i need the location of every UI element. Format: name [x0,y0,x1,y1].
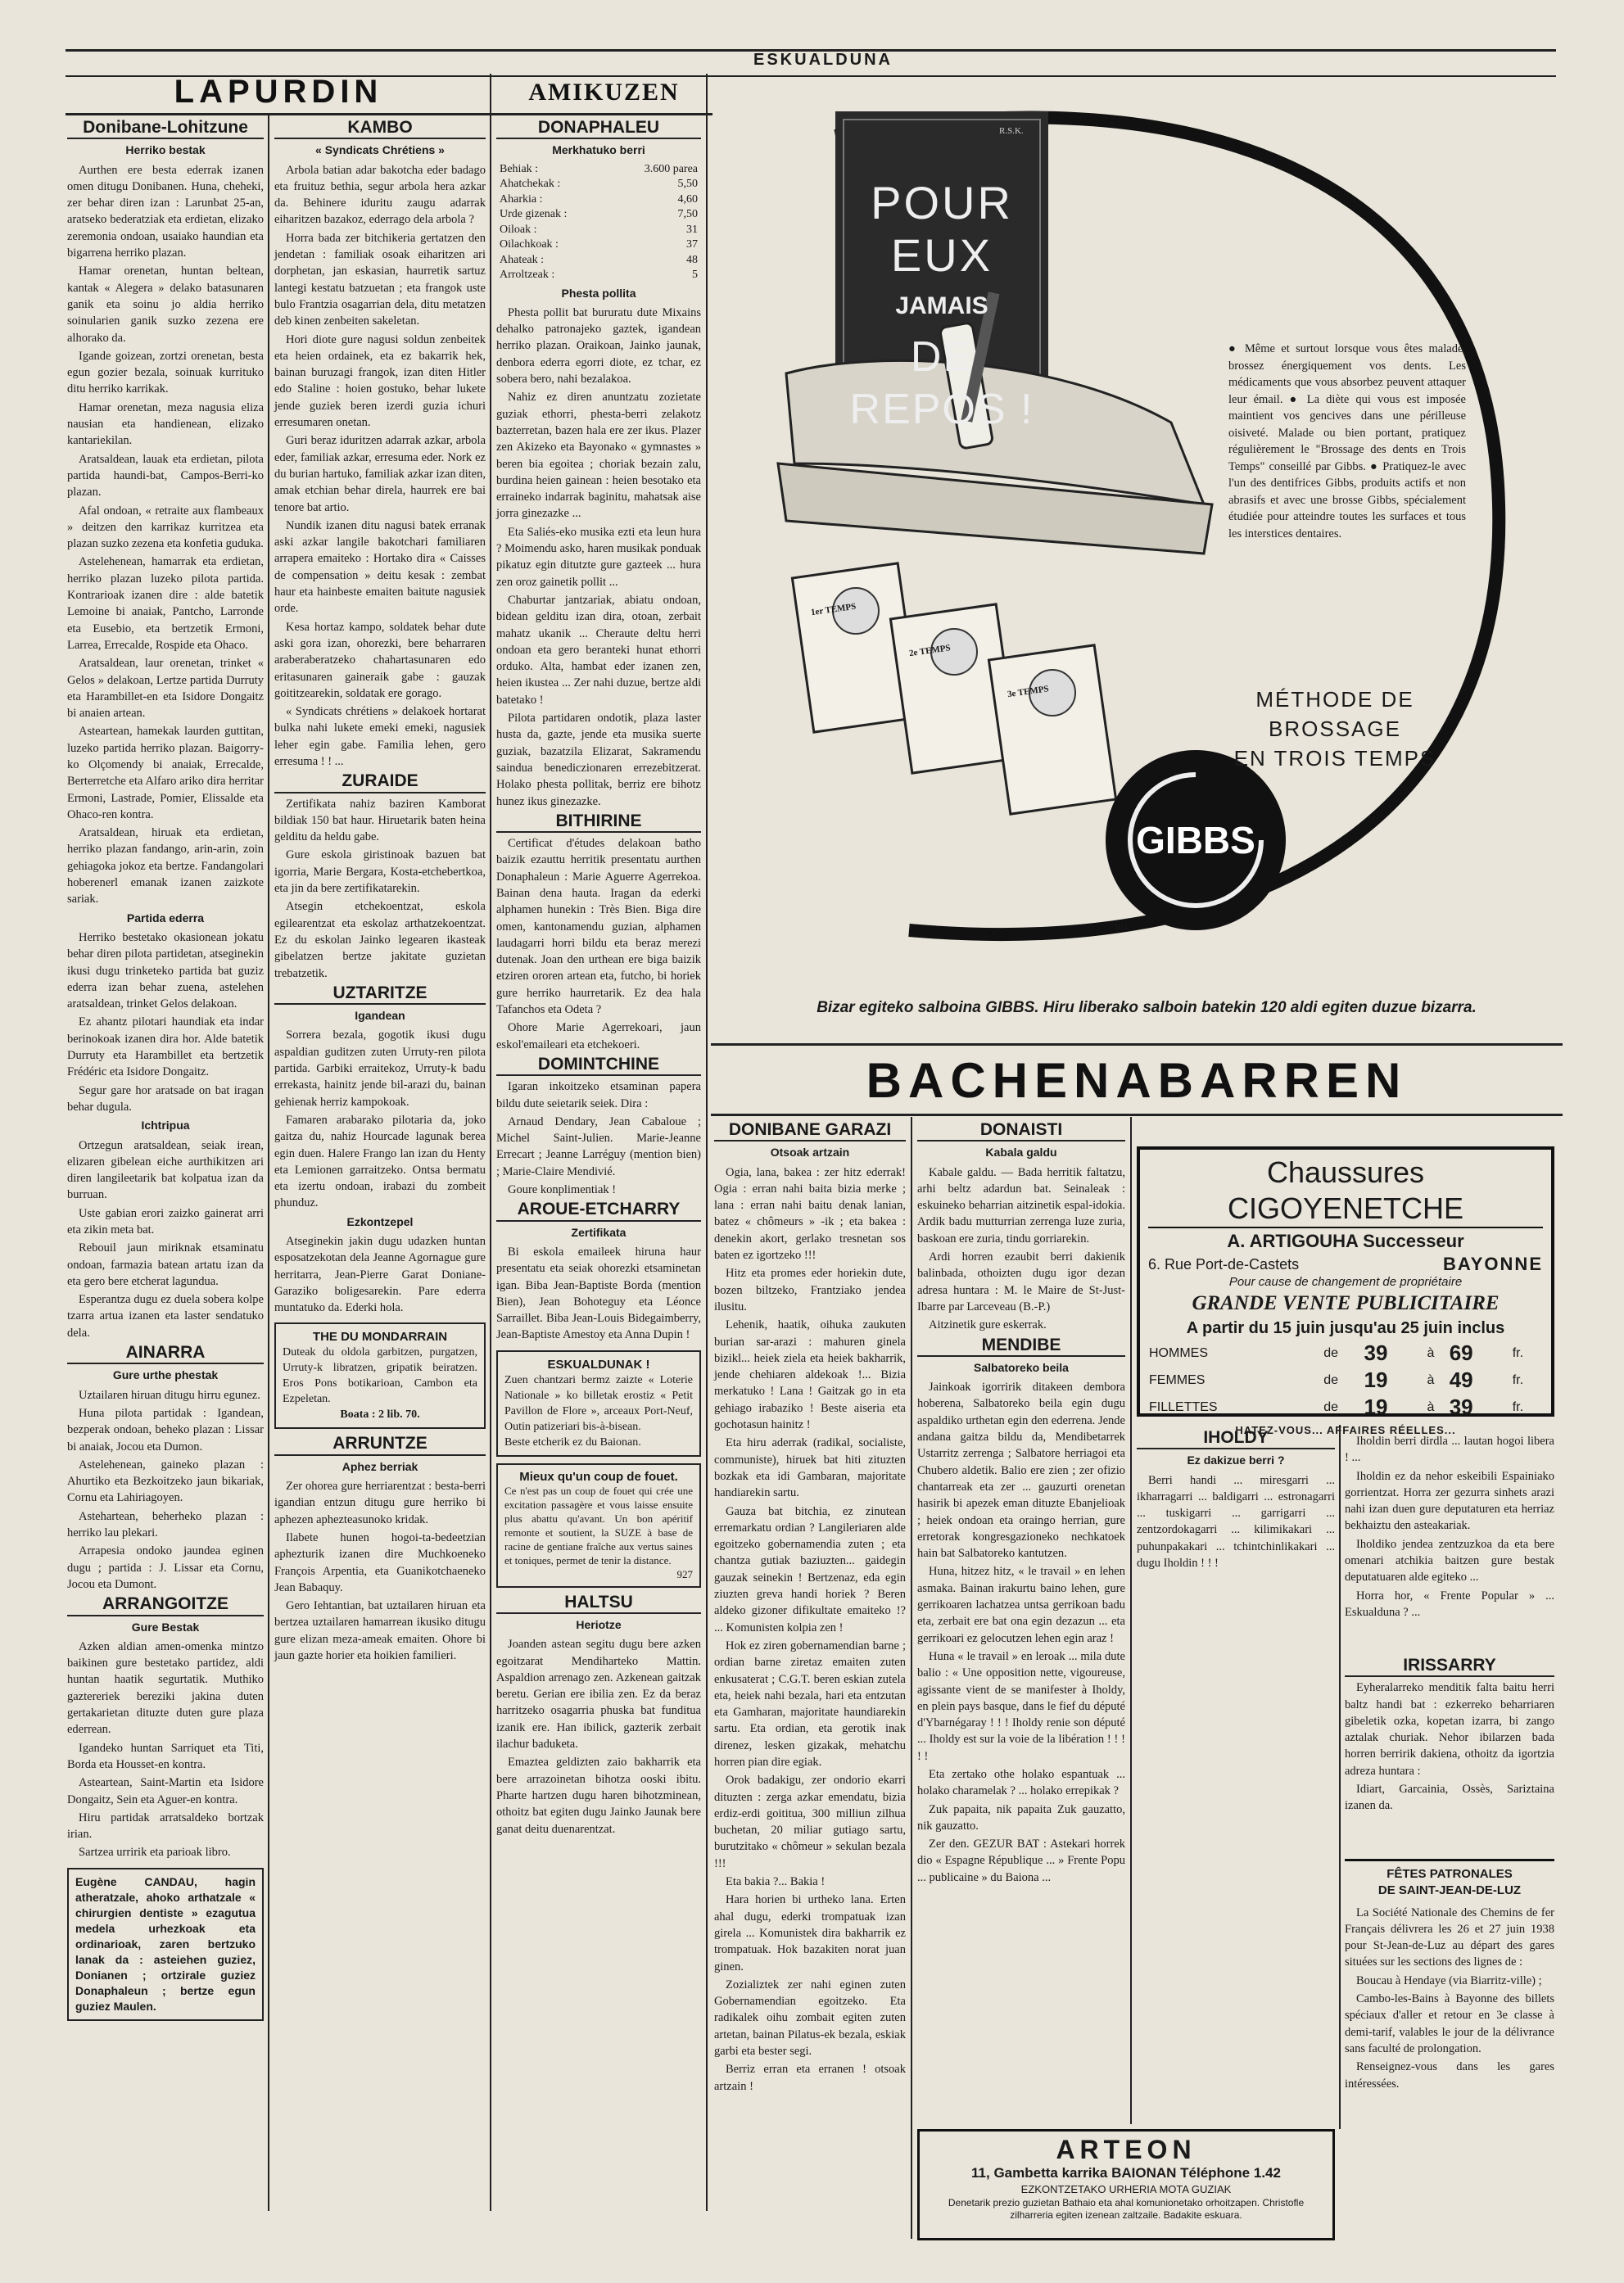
gibbs-logo: GIBBS [1136,819,1255,861]
paragraph: Ez ahantz pilotari haundiak eta indar berinokoak izanen dira hor. Alde batetik Durruty eta Harambillet eta bertzetik Frédéric eta Isidore Dongaitz. [67,1015,264,1079]
price-row [496,268,701,283]
article-title: AINARRA [67,1345,264,1364]
article-title: ARRUNTZE [274,1435,486,1455]
section-rule [66,113,712,115]
price-item: Oilachkoak : [500,238,559,251]
paragraph: Afal ondoan, « retraite aux flambeaux » deitzen den karrikaz kurritzea eta plazan suzko zezena eta konfetia guduka. [67,504,264,551]
price-value: 5,50 [677,178,698,191]
card-3-label: 3e TEMPS [1007,684,1050,700]
shoe-cell: 39 [1364,1340,1388,1365]
paragraph: Zozializtek zer nahi eginen zuten Gobernamendian egoitzeko. Eta radikalek oihu zombait egiten zuten artetan, bainan Pilatus-ek bezala, eskiak garbi eta bester segi. [714,1978,906,2059]
paragraph: Astelehenean, hamarrak eta erdietan, herriko plazan luzeko pilota partida. Kontrarioak izanen dire : alde batetik Lemoine bi anaiak, Pantcho, Larronde eta Eusebio, eta bertzetik Ermoni, Larrea, Errecalde, Rospide eta Ohaco. [67,555,264,652]
shoe-cell: FEMMES [1149,1372,1206,1387]
section-rule [711,1043,1563,1046]
gibbs-ad [712,79,1564,1028]
paragraph: Zer den. GEZUR BAT : Astekari horrek dio « Espagne République ... » Frente Popu ... publicaine » du Baiona ... [917,1838,1125,1884]
gibbs-caption: Bizar egiteko salboina GIBBS. Hiru liberako salboin batekin 120 aldi egiten duzue bizarra. [817,999,1477,1016]
ad-address: 11, Gambetta karrika BAIONAN Téléphone 1.42 [971,2165,1281,2181]
paragraph: Arnaud Dendary, Jean Cabaloue ; Michel Saint-Julien. Marie-Jeanne Errecart ; Jeanne Larréguy (mention bien) ; Marie-Claire Mendivié. [496,1114,701,1178]
article-title: IRISSARRY [1345,1657,1554,1677]
paragraph: Hori diote gure nagusi soldun zenbeitek eta heien ordainek, eta ez bakarrik hek, bainan buruzagi frangok, izan diten Hitler edo Staline : hoien gostuko, behar lukete jende guziek beren izerdi guzia ichuri erresumaren onetan. [274,332,486,430]
cigoyenetche-ad [1137,1146,1554,1436]
price-row [496,207,701,223]
ad-dates: A partir du 15 juin jusqu'au 25 juin inclus [1186,1319,1505,1337]
article-subtitle: « Syndicats Chrétiens » [315,143,445,157]
shoe-cell: 69 [1449,1340,1473,1365]
column-rule [706,74,708,2211]
ad-address [1148,1255,1543,1274]
ad-title: Chaussures CIGOYENETCHE [1148,1155,1543,1228]
paragraph: Famaren arabarako pilotaria da, joko gaitza du, nahiz Hourcade lagunak berea egin duen. Halere Frango lan izan du Henty eta Lemionen garraitzeko. Ontsa bermatu eta izertu ondoan, irabazi du zombeit phunduz. [274,1113,486,1210]
paragraph: Hamar orenetan, meza nagusia eliza nausian eta handienean, elizako kantariekilan. [67,400,264,448]
article-title: ZURAIDE [274,773,486,793]
paragraph: Eyheralarreko menditik falta baitu herri baltz handi bat : ezkerreko beharriaren gibeletik ozka, kopetan izarra, bi zango aztalak churiak. Nehor ibilarzen bada horren berririk dakiena, othoitz da igortzia adreza huntara : [1345,1681,1554,1778]
paragraph: Uztailaren hiruan ditugu hirru egunez. [79,1388,260,1402]
article-title: ARRANGOITZE [67,1596,264,1616]
article-subtitle: Gure Bestak [131,1620,200,1634]
article-title: AROUE-ETCHARRY [496,1201,701,1221]
article-subtitle: Aphez berriak [342,1459,418,1473]
paragraph: Aurthen ere besta ederrak izanen omen ditugu Donibanen. Huna, cheheki, zer behar diren izan : Larunbat 25-an, aratseko bederatziak eta erdietan, elizako zeremonia ondoan, usaiako haundian eta bigarrena herriko plazan. [67,163,264,260]
shoe-row [1148,1394,1543,1421]
paragraph: Esperantza dugu ez duela sobera kolpe tzarra artua izanen eta laster sendatuko dela. [67,1293,264,1340]
paragraph: Arbola batian adar bakotcha eder badago eta fruituz bethia, segur arbola hera azkar da. Behinere iduritu zaugu adarrak eiharitzen bazakoz, ederrago dela arbola ? [274,163,486,227]
price-row [496,223,701,238]
paragraph: Gero Iehtantian, bat uztailaren hiruan eta bertzea uztailaren hamarrean ikusiko ditugu gure elizan meza-ameak emaiten. Ohore bi jaun gazte horier eta hoikien familieri. [274,1599,486,1663]
price-row [496,177,701,192]
paragraph: Boucau à Hendaye (via Biarritz-ville) ; [1356,1973,1542,1987]
paragraph: Nahiz ez diren anuntzatu zozietate guziak ethorri, phesta-berri zelakotz bazterretan, bazen hala ere zer ikus. Plazer zen Akizeko eta Bayonako « gymnastes » beren bia egoitea ; choriak bezain zalu, burdina heien gainean : heien besotako eta erraineko indarrak baginitu, mahatsak aise jorra ginezazke ... [496,391,701,521]
masthead-title: ESKUALDUNA [753,51,893,69]
paragraph: Atseginekin jakin dugu udazken huntan esposatzekotan dela Jeanne Agornague gure herritarra, Jean-Pierre Garat Doniane-Garaziko boligesarekin. Pare ederra muntatuko da. Ederki hola. [274,1235,486,1315]
ad-cause: Pour cause de changement de propriétaire [1228,1275,1463,1289]
column-donaisti [917,1119,1125,2127]
price-row [496,253,701,269]
ad-body-3: Badakite eskuara. [1163,2209,1242,2221]
artist-initials: R.S.K. [999,126,1024,136]
shoe-cell: 49 [1449,1368,1473,1392]
paragraph: Rebouil jaun miriknak etsaminatu ondoan, farmazia batean artatu izan da eta gero bere etcherat lagundua. [67,1241,264,1288]
shoe-cell: 19 [1364,1368,1388,1392]
ad-code: 104 [1114,922,1128,932]
ad-body-2: Christofle zilharreria egiten izenean zaltzaile. [1010,2197,1305,2221]
ad-hurry: HATEZ-VOUS... AFFAIRES RÉELLES... [1235,1424,1456,1436]
article-subtitle: Ezkontzepel [346,1214,414,1228]
book-title [844,177,1040,433]
ad-body: Duteak du oldola garbitzen, purgatzen, Urruty-k libratzen, gripatik beiratzen. Eros Pons botikarioan, Cambon eta Ezpeletan. [283,1346,477,1406]
paragraph: Chaburtar jantzariak, abiatu ondoan, bidean gelditu izan dira, otoan, zerbait mahatz ukanik ... Cheraute deltu herri ondoan eta gero beranteki hunat ethorri orduko. Alta, hambat eder izanen zen, heien ikustea ... Zer nahi duzue, bertze aldi batetako ! [496,593,701,707]
price-item: Urde gizenak : [500,208,568,221]
paragraph: Kabale galdu. — Bada herritik faltatzu, arhi beltz adardun bat. Seinaleak : eskuineko beharrian aitzinetik espal-idokia. Ardik badu mutturrian zerrenga luze zuria, baskoan ere zuria, tindu gorriarekin. [917,1165,1125,1245]
article-subtitle: Kabala galdu [985,1146,1057,1160]
paragraph: Huna, hitzez hitz, « le travail » en lehen asmaka. Bainan irakurtu baino lehen, gure gerrikoaren lachatzea untsa gerrikoan badu eta, zerbait ere bat ona egin dezazun ... eta gerrikoari ez gelocutzen lehen egin araz ! [917,1565,1125,1645]
section-bachenabarren: BACHENABARREN [866,1053,1408,1108]
paragraph: La Société Nationale des Chemins de fer Français délivrera les 26 et 27 juin 1938 pour St-Jean-de-Luz au départ des gares situées sur les sections des lignes de : [1345,1906,1554,1969]
article-subtitle: Partida ederra [126,911,205,925]
column-lapurdin [67,116,264,2254]
article-title: DONAISTI [917,1122,1125,1142]
paragraph: Hara horien bi urtheko lana. Erten ahal dugu, ederki trompatuak izan girela ... Komunistek dira bakharrik ez trompatuak. Hok bazakiten norat juan ginen. [714,1893,906,1973]
column-rule [911,1117,912,2239]
dentist-notice: Eugène CANDAU, hagin atheratzale, ahoko arthatzale « chirurgien dentiste » ezagutua medela urhezkoak eta ordinarioak, zaren bertzuko lanak da : asteiehen guziez, Donianen ; ortzirale guziez Donaphaleun ; bertze egun guziez Maulen. [67,1868,264,2021]
article-title: HALTSU [496,1594,701,1614]
paragraph: Aratsaldean, laur orenetan, trinket « Gelos » delakoan, Lertze partida Durruty eta Harambillet-en eta Isidore Dongaitz bi anaien artean. [67,657,264,721]
arteon-ad [917,2129,1335,2240]
column-rule [490,74,491,2211]
paragraph: Eta zertako othe holako espantuak ... holako charamelak ? ... holako errepikak ? [917,1767,1125,1798]
fetes-title-2: DE SAINT-JEAN-DE-LUZ [1377,1883,1522,1898]
paragraph: « Syndicats chrétiens » delakoek hortarat bulka nahi lukete emeki emeki, nagusiek leher egin gabe. Familia lehen, gero erresuma ! ! ... [274,705,486,768]
article-subtitle: Phesta pollita [561,286,636,300]
article-subtitle: Igandean [355,1009,405,1023]
paragraph: Hamar orenetan, huntan beltean, kantak « Alegera » delako batasunaren ganik eta soinu jo aldia herriko soinularien ganik suzko zezena ere alhorako da. [67,264,264,345]
price-value: 4,60 [677,192,698,206]
book-line-2: JAMAIS [895,292,988,319]
paragraph: Astehartean, beherheko plazan : herriko lau plekari. [67,1509,264,1540]
paragraph: Berri handi ... miresgarri ... ikharragarri ... baldigarri ... estronagarri ... tuskigarri ... garrigarri ... zentzordokagarri ... kilimikakari ... puhunpakakari ... tchintchinlikakari ... dugu Iholdin ! ! ! [1137,1473,1335,1571]
price-value: 37 [686,238,698,251]
article-title: KAMBO [274,120,486,139]
paragraph: Segur gare hor aratsade on bat iragan behar dugula. [67,1083,264,1114]
paragraph: Certificat d'études delakoan batho baizik ezauttu herritik presentatu aurthen Donaphaleun : Marie Aguerre Agerrekoa. Bainan dena hauta. Iragan da ederki alphamen hunekin : Très Bien. Biga dire omen, kantonamendu guzian, alphamen laudagarri horri bildu eta beraz merezi dutenak. Joan den urthean ere biga baizik etziren ororen artean eta, futcho, bi horiek gure herriko haurretarik. Ez dea hala Tafanchos eta Odeta ? [496,837,701,1017]
paragraph: Aratsaldean, lauak eta erdietan, pilota partida haundi-bat, Campos-Berri-ko plazan. [67,452,264,500]
article-title: IHOLDY [1137,1430,1335,1449]
ad-number: 927 [676,1567,693,1580]
paragraph: Ohore Marie Agerrekoari, jaun eskol'emaileari eta etchekoeri. [496,1021,701,1051]
paragraph: Hok ez ziren gobernamendian barne ; ordian barne ziretaz emaiten zuten enkusaterat ; C.G.T. beren eskian zutela eta, heiek nahi bezala, hari eta entzutan eta Gamharan, majoritate haundiarekin sartu. Eta ordian, eta gerotik inak direnez, lesken gizakak, mehatchu horren pian dire egiak. [714,1639,906,1769]
paragraph: Aratsaldean, hiruak eta erdietan, herriko plazan fandango, arin-arin, zoin gehiagoka jokoz eta bertze. Fandangolari hoberenerl emanak izanen zaizkote sariak. [67,826,264,906]
ad-line: EZKONTZETAKO URHERIA MOTA GUZIAK [1020,2183,1232,2195]
paragraph: Ogia, lana, bakea : zer hitz ederrak! Ogia : erran nahi baita bizia merke ; lana : erran nahi baitu denak lanian, batez « chômeurs » -ik ; eta bakea : denekin akort, gerlako tresnetan sos baten ez igortzeko !!! [714,1165,906,1263]
paragraph: Orok badakigu, zer ondorio ekarri dituzten : zerga azkar emendatu, bizia erdiz-erdi goititua, 300 milliun zilhua buchetan, 20 miliar gutiago sartu, burutzitako « chômeur » sekulan bezala !!! [714,1774,906,1870]
method-line-1: MÉTHODE DE [1255,687,1414,712]
paragraph: Eta hiru aderrak (radikal, socialiste, communiste), hiruek bat hiti zituzten bozkak eta idi Gambaran, majoritate handiarekin sartu. [714,1436,906,1500]
shoe-cell: 39 [1449,1395,1473,1419]
paragraph: Eta bakia ?... Bakia ! [726,1875,826,1889]
price-item: Behiak : [500,162,539,175]
paragraph: Gauza bat bitchia, ez zinutean erremarkatu ordian ? Langileriaren alde egoitzeko gobernamendia zuten ; eta chantza gutiak baziuzten... gaidegin gauzak seinekin ! Bertzenaz, eda egin ziuzten greva handi horiek ? Beren aldeko gizoner difikultate emaiteko !? ... Komunisten kolpia zen ! [714,1504,906,1634]
paragraph: Iholdin berri dirdla ... lautan hogoi libera ! ... [1345,1435,1554,1465]
paragraph: Zer ohorea gure herriarentzat : besta-berri igandian entzun ditugu gure herriko bi aphezen aphezteasunoko kridak. [274,1480,486,1526]
fetes-notice [1345,1859,1554,2132]
paragraph: Sorrera bezala, gogotik ikusi dugu aspaldian guditzen zuten Urruty-ren pilota partida. Garbiki erraitekoz, Urruty-k badu errekasta, hainitz jende bil-arazi du, bainan gehienak herriz kampokoak. [274,1028,486,1109]
paragraph: Horra bada zer bitchikeria gertatzen den jendetan : familiak osoak eiharitzen ari dorphetan, jan eskasian, haurretik sartuz lantegi kestatu batzuetan ; eta frangok uste bulo Frantzia osagarrian dela, ditu metatzen deb kinen zenbeiten sakeletan. [274,231,486,328]
price-row [496,162,701,178]
column-rule [1339,1425,1341,2129]
paragraph: Igandeko huntan Sarriquet eta Titi, Borda eta Housset-en kontra. [67,1741,264,1771]
paragraph: Horra hor, « Frente Popular » ... Eskualduna ? ... [1345,1589,1554,1619]
method-line-3: EN TROIS TEMPS [1233,746,1436,771]
paragraph: Pilota partidaren ondotik, plaza laster husta da, gazte, jende eta musika suerte guziak, bazatzila Elizarat, Sakramendu saindua benediczionaren errezebitzerat. Holako phesta pollitak, berriz ere bihotz hunez ikus ginezazke. [496,712,701,808]
article-title: DONAPHALEU [496,120,701,139]
ad-city: BAYONNE [1443,1254,1543,1274]
column-rule [1130,1117,1132,2124]
fetes-title-1: FÊTES PATRONALES [1387,1867,1513,1881]
article-title: Donibane-Lohitzune [67,120,264,139]
paragraph: Sartzea urririk eta parioak libro. [79,1846,231,1860]
paragraph: Guri beraz iduritzen adarrak azkar, arbola eder, familiak azkar, erresuma eder. Nork ez du burian hartuko, familiak azkar izan diten, amak etchian behar direla, haurrek ere bai tenore bat artio. [274,434,486,514]
shoe-cell: FILLETTES [1149,1399,1218,1414]
paragraph: Huna pilota partidak : Igandean, bezperak ondoan, beheko plazan : Lissar bi anaiak, Jocou eta Dumon. [67,1406,264,1453]
paragraph: Aitzinetik gure eskerrak. [929,1318,1047,1332]
price-item: Ahatchekak : [500,178,561,191]
gibbs-body: ● Même et surtout lorsque vous êtes malade, brossez énergiquement vos dents. Les médicaments que vous absorbez peuvent attaquer leur émail. ● La diète qui vous est imposée maintient vos gencives dans une périlleuse oisiveté. Malade ou bien portant, pratiquez régulièrement le "Brossage des dents en Trois Temps" conseillé par Gibbs. ● Pratiquez-le avec l'un des dentifrices Gibbs, produits actifs et non abrasifs et avec une brosse Gibbs, spécialement étudiée pour atteindre toutes les surfaces et tous les interstices dentaires. [1228,342,1466,540]
section-rule [711,1114,1563,1116]
price-item: Ahateak : [500,253,545,266]
market-prices [496,162,701,283]
shoe-cell: de [1323,1399,1338,1414]
article-subtitle: Zertifikata [571,1225,627,1239]
paragraph: Zertifikata nahiz baziren Kamborat bildiak 150 bat haur. Hiruetarik baten heina gelditu da heldu gabe. [274,797,486,844]
notice-body: Zuen chantzari bermz zaizte « Loterie Nationale » ko billetak erostiz « Petit Pavillon de Flore », arceaux Port-Neuf, Outin patizeriari bis-à-bisean. [504,1373,693,1433]
suze-ad [496,1463,701,1588]
article-subtitle: Salbatoreko beila [974,1360,1069,1374]
paragraph: Renseignez-vous dans les gares intéressées. [1345,2060,1554,2091]
column-amikuzen [496,116,701,2254]
price-table [1148,1340,1543,1421]
ad-body-1: Denetarik prezio guzietan Bathaio eta ahal komunionetako orhoitzapen. [948,2197,1260,2208]
price-value: 3.600 parea [644,162,698,175]
column-rule [268,115,269,2211]
ad-price: Boata : 2 lib. 70. [340,1408,420,1422]
article-title: MENDIBE [917,1337,1125,1357]
shoe-cell: fr. [1512,1345,1524,1360]
shoe-cell: 19 [1364,1395,1388,1419]
paragraph: Astelehenean, gaineko plazan : Ahurtiko eta Bezkoitzeko jaun bikariak, Cornu eta Lahiriagoyen. [67,1458,264,1505]
section-lapurdin: LAPURDIN [174,74,383,110]
paragraph: Iholdin ez da nehor eskeibili Espainiako gorrientzat. Horra zer gezurra sinhets arazi nahi izan duen gure deputaturen eta herriaz bekhaiztu den asteakariak. [1345,1469,1554,1533]
paragraph: Bi eskola emaileek hiruna haur presentatu eta seiak ohorezki etsaminetan igan. Biba Jean-Baptiste Borda (mention Bien), Jean Bohoteguy eta Léonce Sarraillet. Biba Jean-Louis Bidegaimberry, Jean-Baptiste Amestoy eta Anna Dupin ! [496,1245,701,1342]
article-title: DONIBANE GARAZI [714,1122,906,1142]
loterie-notice [496,1350,701,1457]
article-title: UZTARITZE [274,985,486,1005]
paragraph: Nundik izanen ditu nagusi batek erranak aski azkar langile bakotchari familiaren arrapera emaiteko : Hortako dira « Caisses de compensation » deitu kesak : zembat haur eta hainbeste emaiten baitute nagusiek orde. [274,518,486,616]
shoe-cell: fr. [1512,1399,1524,1414]
gibbs-method [1212,685,1458,783]
paragraph: Herriko bestetako okasionean jokatu behar diren pilota partidetan, atseginekin ikusi dugu trinketeko partida bat guziz ederra izan behar zuena, astelehen aratsaldean, trinket Gelos delakoan. [67,930,264,1011]
paragraph: Berriz erran eta erranen ! otsoak artzain ! [714,2063,906,2093]
article-title: DOMINTCHINE [496,1056,701,1076]
price-value: 48 [686,253,698,266]
ad-title: Mieux qu'un coup de fouet. [519,1469,678,1484]
paragraph: Kesa hortaz kampo, soldatek behar dute aski gora izan, ohorezki, bere beharraren araberaberatzeko chahartasunaren edo eritasunaren gaineraik gabe : gauzak goititzearekin, soldatak ere gorago. [274,620,486,700]
price-row [496,237,701,253]
paragraph: Eta Saliés-eko musika ezti eta leun hura ? Moimendu asko, haren musikak ponduak pikatuz egin ditutzte gure gazteek ... hura zen oroz gainetik pollit ... [496,525,701,589]
article-subtitle: Herriko bestak [125,143,206,157]
price-row [496,192,701,208]
paragraph: Atsegin etchekoentzat, eskola egilearentzat eta eskolaz arthatzekoentzat. Ez du eskolan Jainko legearen ikasteak gibelatzen bertze jakitate guzietan trebatzetik. [274,900,486,980]
shoe-cell: de [1323,1345,1338,1360]
price-value: 5 [692,269,698,282]
paragraph: Idiart, Garcainia, Ossès, Sariztaina izanen da. [1345,1783,1554,1813]
paragraph: Ilabete hunen hogoi-ta-bedeetzian aphezturik izanen dire Muchkoeneko François Arpentia, eta Guanikotchaeneko Jean Babaquy. [274,1530,486,1594]
article-subtitle: Ichtripua [141,1119,190,1132]
ad-title: ARTEON [1056,2135,1197,2164]
notice-footer: Beste etcherik ez du Baionan. [504,1435,641,1449]
paragraph: Arrapesia ondoko jaundea eginen dugu ; partida : J. Lissar eta Cornu, Jocou eta Dumont. [67,1544,264,1591]
article-subtitle: Heriotze [576,1618,622,1631]
section-amikuzen: AMIKUZEN [528,79,680,106]
ad-body: Ce n'est pas un coup de fouet qui crée une excitation passagère et vous laisse ensuite plus abattu qu'avant. Un bon apéritif remonte et soutient, la SUZE à base de racine de gentiane fraîche aux vertus saines et toniques, permet de tenir la distance. [504,1484,693,1566]
shoe-cell: à [1427,1345,1435,1360]
paragraph: Azken aldian amen-omenka mintzo baikinen gure bestetako partidez, aldi huntan haatik segurtatik. Muthiko gaztereriek bereziki jakina duten gertakarietan dituzte duten gure plaza ederrean. [67,1639,264,1737]
paragraph: Uste gabian erori zaizko gainerat arri eta zikin meta bat. [67,1206,264,1236]
article-subtitle: Otsoak artzain [770,1146,850,1160]
paragraph: Goure konplimentiak ! [508,1183,617,1197]
paragraph: Cambo-les-Bains à Bayonne des billets spéciaux d'aller et retour en 3e classe à demi-tarif, valables le jour de la délivrance sans faculté de prolongation. [1345,1992,1554,2055]
ad-title: THE DU MONDARRAIN [312,1330,448,1345]
price-item: Oiloak : [500,223,537,236]
paragraph: Jainkoak igorririk ditakeen dembora hoberena, Salbatoreko beila egin dugu aspaldiko urthetan egin den ederrena. Jende andana gaitza bildu da, Mendibetarrek Ustarritz zerrenga ; Salbatore herriagoi eta Chubero aldetik. Balio ere zien ; zer ofizio chantarreak eta zer ... gauzurti orenetan hasirik bi apezek eman dituzte Ebanjelioak ; heiek ondoan eta oraingo herrian, gure erretorak kongresgazioneko nechkatoek hain bat Salbatoreko kantutzen. [917,1381,1125,1561]
shoe-cell: fr. [1512,1372,1524,1387]
paragraph: Lehenik, haatik, oihuka zaukuten burian sar-arazi : mahuren ginela bizikl... heiek ziela eta heiek bakharrik, jende chehiaren aldekoak !... Bizia merkatuko ! Lana ! Gaitzak go in eta gehiago irabaziko ! Beste aiseria eta gochotasun hainitz ! [714,1318,906,1432]
paragraph: Asteartean, hamekak laurden guttitan, luzeko partida herriko plazan. Baigorry-ko Olçomendy bi anaiak, Errecalde, Berterretche eta Alfaro ariko dira herritar Ermoni, Lastrade, Pomier, Elissalde eta Ohaco-ren kontra. [67,725,264,821]
column-iholdy [1137,1426,1335,1885]
shoe-cell: à [1427,1399,1435,1414]
column-donibane-garazi [714,1119,906,2240]
shoe-cell: à [1427,1372,1435,1387]
paragraph: Iholdiko jendea zentzuzkoa da eta bere omenari atchikia baitzen gure bestak deputatuaren alde egiteko ... [1345,1537,1554,1585]
method-line-2: BROSSAGE [1269,717,1401,741]
ad-body [928,2197,1324,2222]
price-value: 31 [686,223,698,236]
shoe-row [1148,1340,1543,1367]
paragraph: Gure eskola giristinoak bazuen bat igorria, Marie Bergara, Kosta-etchebertkoa, eta jin da bere zertifikatarekin. [274,848,486,896]
article-subtitle: Gure urthe phestak [112,1368,219,1382]
book-line-3: DE REPOS ! [849,333,1034,433]
shoe-cell: HOMMES [1149,1345,1208,1360]
article-subtitle: Ez dakizue berri ? [1187,1453,1285,1467]
paragraph: Hiru partidak arratsaldeko bortzak irian. [67,1811,264,1842]
price-item: Aharkia : [500,192,543,206]
paragraph: Igande goizean, zortzi orenetan, besta egun gozier bezala, soinuak kurrituko ditu herriko karrikak. [67,349,264,396]
ad-successor: A. ARTIGOUHA Successeur [1227,1231,1464,1251]
paragraph: Igaran inkoitzeko etsaminan papera bildu dute seietarik seiek. Dira : [496,1080,701,1110]
price-value: 7,50 [677,208,698,221]
paragraph: Huna « le travail » en leroak ... mila dute balio : « Une opposition nette, vigoureuse, agissante vient de se manifester à Iholdy, en plein pays basque, dans le fief du député d'Ybarnégaray ! ! ! Iholdy renie son député ... Iholdy est sur la voie de la libération ! ! ! ! ! [917,1649,1125,1763]
card-2-label: 2e TEMPS [908,643,952,659]
paragraph: Phesta pollit bat bururatu dute Mixains dehalko patronajeko gaztek, igandean herriko plazan. Oraikoan, Jainko jaunak, denbora ederra egorri diote, ez tchar, ez sobera bero, nahi bezalakoa. [496,305,701,387]
paragraph: Emaztea geldizten zaio bakharrik eta bere arrazoinetan bihotza ooski ibitu. Pharte hartzen dugu haren bihotzminean, othoitz bat egiten dugu Jainko Jaunak bere ganat deitu duenarentzat. [496,1756,701,1836]
book-line-1: POUR EUX [871,177,1013,281]
card-1-label: 1er TEMPS [810,601,857,618]
shoe-cell: de [1323,1372,1338,1387]
column-irissarry [1345,1654,1554,1851]
paragraph: Zuk papaita, nik papaita Zuk gauzatto, nik gauzatto. [917,1802,1125,1833]
ad-sale: GRANDE VENTE PUBLICITAIRE [1192,1292,1500,1314]
article-subtitle: Merkhatuko berri [552,143,645,157]
column-kambo [274,116,486,2254]
ad-street: 6. Rue Port-de-Castets [1148,1256,1300,1273]
paragraph: Hitz eta promes eder horiekin dute, bozen biltzeko, Frantziako jendea ilusitu. [714,1267,906,1313]
paragraph: Ortzegun aratsaldean, seiak irean, elizaren gibelean eiche aurthikitzen ari diren langileetarik bat kolpatua izan da burruan. [67,1138,264,1202]
paragraph: Ardi horren ezaubit berri dakienik balinbada, othoizten dugu igor dezan adresa huntara : M. le Maire de St-Just-Ibarre par Larceveau (B.-P.) [917,1250,1125,1313]
notice-title: ESKUALDUNAK ! [547,1357,650,1372]
paragraph: Joanden astean segitu dugu bere azken egoitzarat Mendiharteko Mattin. Aspaldion arrenago zen. Azkenean gaitzak beretu. Gerian ere ibilia zen. Ez da beraz harritzeko osagarria phuska bat funditua izanik ere. Han ibilick, gazterik zerbait ilachur baduketa. [496,1638,701,1752]
paragraph: Asteartean, Saint-Martin eta Isidore Dongaitz, Sein eta Aguer-en kontra. [67,1776,264,1806]
price-item: Arroltzeak : [500,269,555,282]
shoe-row [1148,1367,1543,1394]
mondarrain-ad [274,1322,486,1429]
article-title: BITHIRINE [496,813,701,833]
